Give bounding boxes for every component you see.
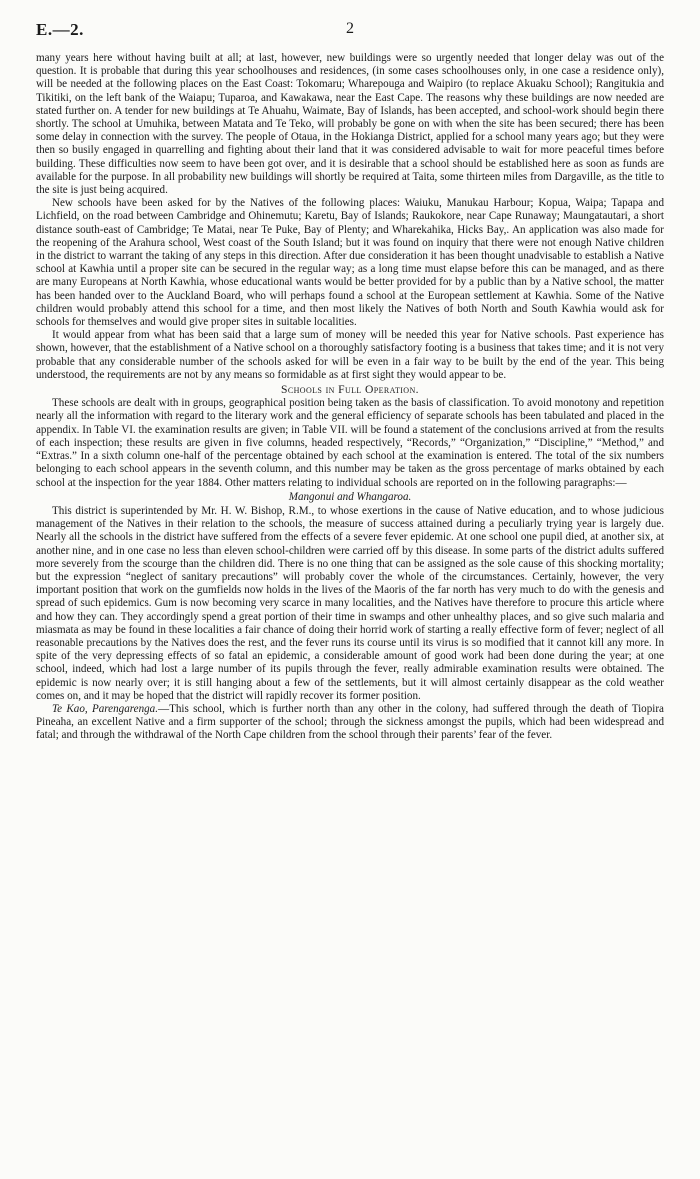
- paragraph-new-schools: New schools have been asked for by the Natives of the following places: Waiuku, Manukau Harbour; Kopua, Waipa; Tapapa and Lichfield, on the road between Cambridge and Ohinemutu; Karetu, Bay of Islands; Raukokore, near Cape Runaway; Maungatautari, a short distance south-east of Cambridge; Te Matai, near Te Puke, Bay of Plenty; and Wharekahika, Hicks Bay,. An application was also made for the reopening of the Arahura school, West coast of the South Island; but it was found on inquiry that there were not enough Native children in the district to warrant the taking of any steps in this direction. After due consideration it has been thought unadvisable to establish a Native school at Kawhia until a proper site can be secured in the regular way; as a long time must elapse before this can be managed, and as there are many Europeans at North Kawhia, whose educational wants would be better provided for by a public than by a Native school, the matter has been handed over to the Auckland Board, who will perhaps found a school at the European settlement at Kawhia. Some of the Native children would probably attend this school for a time, and then most likely the Natives of both North and South Kawhia would ask for schools for themselves and would give proper sites in suitable localities.: [36, 197, 664, 329]
- section-heading: Schools in Full Operation.: [281, 383, 419, 397]
- paragraph-classification: These schools are dealt with in groups, geographical position being taken as the basis of classification. To avoid monotony and repetition nearly all the information with regard to the literary work and the general efficiency of separate schools has been tabulated and placed in the appendix. In Table VI. the examination results are given; in Table VII. will be found a statement of the conclusions arrived at from the results of each inspection; these results are given in five columns, headed respectively, “Records,” “Organization,” “Discipline,” “Method,” and “Extras.” In a sixth column one-half of the percentage obtained by each school at the examination is entered. The total of the six numbers belonging to each school appears in the seventh column, and this number may be taken as the gross percentage of marks obtained by each school at the inspection for the year 1884. Other matters relating to individual schools are reported on in the following paragraphs:—: [36, 397, 664, 489]
- page-header: [36, 20, 664, 46]
- paragraph-continued: many years here without having built at all; at last, however, new buildings were so urgently needed that longer delay was out of the question. It is probable that during this year schoolhouses and residences, (in some cases schoolhouses only, in one case a residence only), will be needed at the following places on the East Coast: Tokomaru; Wharepouga and Waipiro (to replace Akuaku School); Rangitukia and Tikitiki, on the left bank of the Waiapu; Tuparoa, and Kawakawa, near the East Cape. The reasons why these buildings are now needed are stated further on. A tender for new buildings at Te Ahuahu, Waimate, Bay of Islands, has been accepted, and school-work should begin there shortly. The school at Umuhika, between Matata and Te Teko, will probably be gone on with when the site has been secured; there has been some delay in connection with the survey. The people of Otaua, in the Hokianga District, applied for a school many years ago; but they were then so busily engaged in quarrelling and fighting about their land that it was considered advisable to wait for more peaceful times before building. These difficulties now seem to have been got over, and it is desirable that a school should be established here as soon as funds are available for the purpose. In all probability new buildings will shortly be required at Taita, some thirteen miles from Dargaville, as the title to the site is just being acquired.: [36, 52, 664, 197]
- paragraph-funding: It would appear from what has been said that a large sum of money will be needed this year for Native schools. Past experience has shown, however, that the establishment of a Native school on a thoroughly satisfactory footing is a business that takes time; and it is not very probable that any considerable number of the schools asked for will be even in a fair way to be built by the end of the year. This being understood, the requirements are not by any means so formidable as at first sight they would appear to be.: [36, 329, 664, 381]
- school-report: —This school, which is further north than any other in the colony, had suffered through the death of Tiopira Pineaha, an excellent Native and a firm supporter of the school; through the sickness amongst the pupils, which had been widespread and fatal; and through the withdrawal of the North Cape children from the school through their parents’ fear of the fever.: [36, 702, 664, 742]
- district-heading: Mangonui and Whangaroa.: [288, 490, 412, 503]
- paragraph-te-kao: [36, 703, 664, 743]
- school-name: Te Kao, Parengarenga.: [52, 702, 158, 715]
- page-number: 2: [346, 20, 354, 37]
- paragraph-district: This district is superintended by Mr. H. W. Bishop, R.M., to whose exertions in the cause of Native education, and to whose judicious management of the Natives in their relation to the schools, the measure of success attained during a peculiarly trying year is largely due. Nearly all the schools in the district have suffered from the effects of a severe fever epidemic. At one school one pupil died, at another six, at another nine, and in one case no less than eleven school-children were carried off by this disease. In some parts of the district adults suffered more severely from the scourge than the children did. There is no one thing that can be assigned as the sole cause of this shocking mortality; but the expression “neglect of sanitary precautions” will probably cover the whole of the circumstances. Certainly, however, the very important position that work on the gumfields now holds in the lives of the Maoris of the far north has very much to do with the genesis and spread of such epidemics. Gum is now becoming very scarce in many localities, and the Natives have therefore to procure this article where and how they can. They accordingly spend a great portion of their time in swamps and other unhealthy places, and so give such malaria and miasmata as may be found in these localities a fair chance of doing their horrid work of starting a really effective form of fever; neglect of all reasonable precautions by the Natives does the rest, and the fever runs its course until its virus is so modified that it cannot kill any more. In spite of the very depressing effects of so fatal an epidemic, a considerable amount of good work had been done during the year; at one school, indeed, which had lost a large number of its pupils through the fever, really admirable examination results were obtained. The epidemic is now nearly over; it is still hanging about a few of the settlements, but it will almost certainly disappear as the cold weather comes on, and it may be hoped that the district will rapidly recover its former position.: [36, 504, 664, 702]
- document-body: [36, 52, 664, 743]
- document-reference: E.—2.: [36, 20, 84, 39]
